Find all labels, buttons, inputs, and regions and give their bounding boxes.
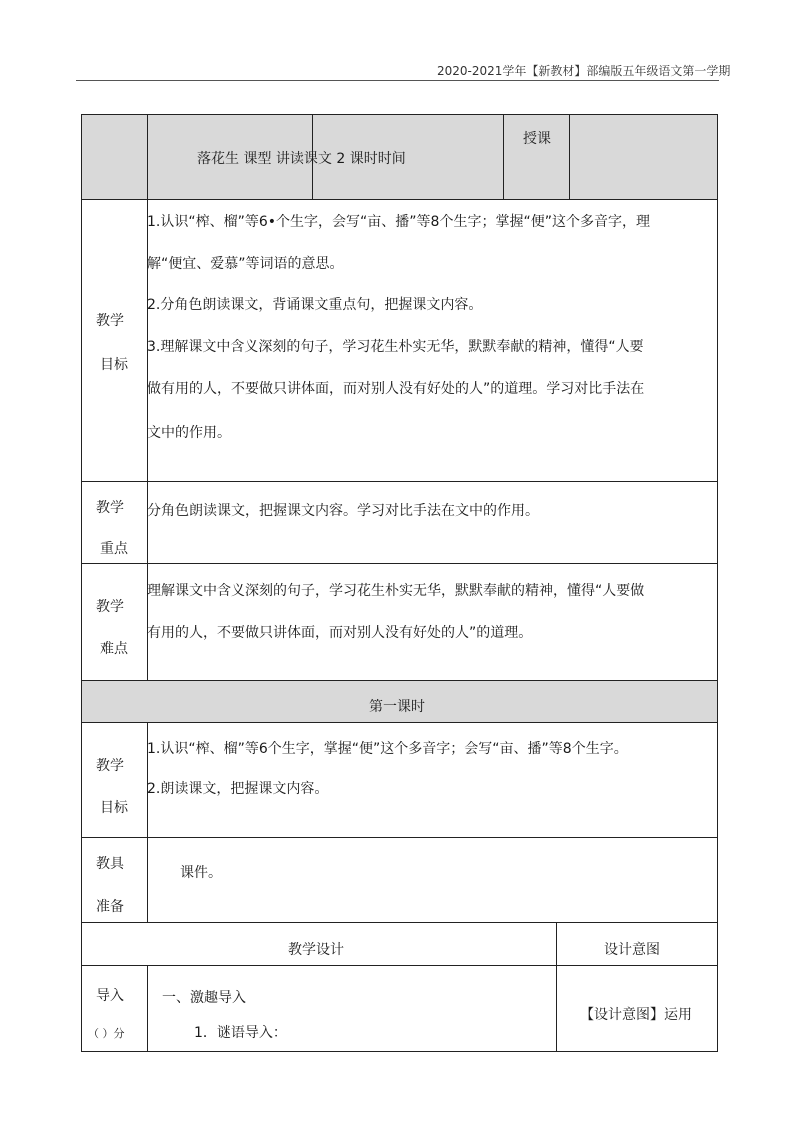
difficulty-line: 理解课文中含义深刻的句子，学习花生朴实无华，默默奉献的精神，懂得“人要做 (147, 583, 645, 599)
table-rule (81, 114, 82, 1051)
design-column-header: 教学设计 (288, 942, 344, 958)
header-rule (76, 80, 719, 81)
goals-line: 3.理解课文中含义深刻的句子，学习花生朴实无华，默默奉献的精神，懂得“人要 (147, 339, 644, 355)
table-rule (717, 114, 718, 1051)
table-rule (81, 922, 718, 923)
table-rule (503, 114, 504, 199)
goals-line: 2.分角色朗读课文，背诵课文重点句，把握课文内容。 (147, 297, 483, 313)
intro-label: 导入 (96, 988, 124, 1004)
table-rule (81, 563, 718, 564)
intent-column-header: 设计意图 (604, 942, 660, 958)
table-rule (556, 922, 557, 1051)
table-rule (569, 114, 570, 199)
tools-text: 课件。 (180, 865, 222, 881)
intro-intent: 【设计意图】运用 (580, 1007, 692, 1023)
table-rule (147, 965, 148, 1051)
tools-label-1: 教具 (96, 856, 124, 872)
tools-label-2: 准备 (96, 899, 124, 915)
table-rule (81, 722, 718, 723)
goals-label-2: 目标 (100, 357, 128, 373)
table-rule (81, 1051, 718, 1052)
goals2-label-2: 目标 (100, 800, 128, 816)
goals-line: 解“便宜、爱慕”等词语的意思。 (147, 256, 344, 272)
document-header: 2020-2021学年【新教材】部编版五年级语文第一学期 (437, 64, 731, 78)
intro-line: 1．谜语导入： (194, 1025, 287, 1041)
focus-line: 分角色朗读课文，把握课文内容。学习对比手法在文中的作用。 (147, 503, 539, 519)
intro-minutes: （ ）分 (88, 1027, 125, 1040)
table-rule (81, 199, 718, 200)
session-title: 第一课时 (369, 699, 425, 715)
table-rule (81, 965, 718, 966)
goals-line: 文中的作用。 (147, 425, 231, 441)
goals2-label-1: 教学 (96, 758, 124, 774)
difficulty-line: 有用的人，不要做只讲体面，而对别人没有好处的人”的道理。 (147, 625, 533, 641)
difficulty-label-1: 教学 (96, 599, 124, 615)
difficulty-label-2: 难点 (100, 641, 128, 657)
intro-line: 一、激趣导入 (162, 990, 246, 1006)
table-rule (81, 481, 718, 482)
teach-time-label: 授课 (523, 131, 551, 147)
goals-line: 1.认识“榨、榴”等6•个生字，会写“亩、播”等8个生字；掌握“便”这个多音字，理 (147, 214, 650, 230)
goals-line: 做有用的人，不要做只讲体面，而对别人没有好处的人”的道理。学习对比手法在 (147, 381, 645, 397)
table-rule (81, 680, 718, 681)
focus-label-1: 教学 (96, 500, 124, 516)
table-rule (81, 114, 718, 115)
goals2-line: 1.认识“榨、榴”等6个生字，掌握“便”这个多音字；会写“亩、播”等8个生字。 (147, 741, 628, 757)
goals-label-1: 教学 (96, 313, 124, 329)
goals2-line: 2.朗读课文，把握课文内容。 (147, 781, 329, 797)
focus-label-2: 重点 (100, 541, 128, 557)
lesson-title-line: 落花生 课型 讲读课文 2 课时时间 (197, 151, 406, 167)
table-rule (81, 837, 718, 838)
